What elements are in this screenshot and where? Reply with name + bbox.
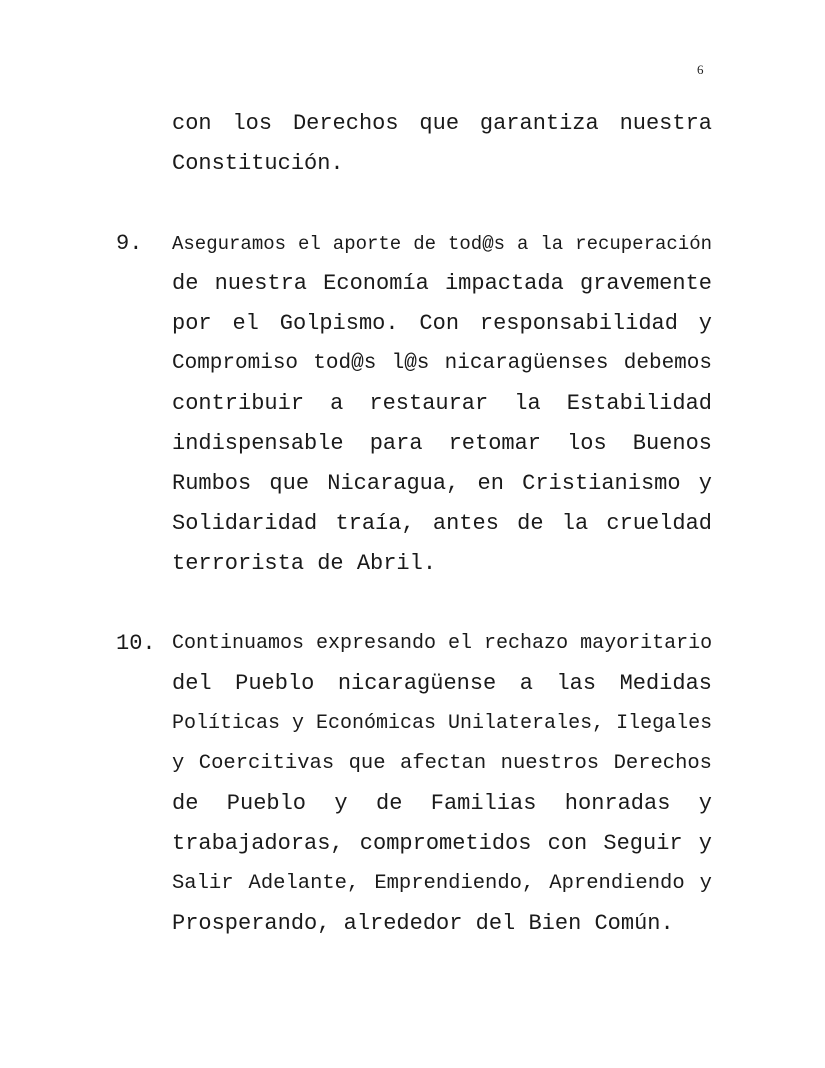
- text-line: terrorista de Abril.: [172, 551, 437, 576]
- item-number: 9.: [116, 231, 143, 256]
- text-line: contribuir a restaurar la Estabilidad: [172, 391, 712, 416]
- text-line: Rumbos que Nicaragua, en Cristianismo y: [172, 471, 712, 496]
- text-line: de nuestra Economía impactada gravemente: [172, 271, 712, 296]
- text-line: y Coercitivas que afectan nuestros Derechos: [172, 752, 712, 775]
- text-line: trabajadoras, comprometidos con Seguir y: [172, 831, 712, 856]
- text-line: con los Derechos que garantiza nuestra: [172, 111, 712, 136]
- text-line: Prosperando, alrededor del Bien Común.: [172, 911, 674, 936]
- text-line: por el Golpismo. Con responsabilidad y: [172, 311, 712, 336]
- text-line: de Pueblo y de Familias honradas y: [172, 791, 712, 816]
- text-line: indispensable para retomar los Buenos: [172, 431, 712, 456]
- text-line: Compromiso tod@s l@s nicaragüenses debemos: [172, 352, 712, 375]
- text-line: Constitución.: [172, 151, 344, 176]
- text-line: Aseguramos el aporte de tod@s a la recuperación: [172, 233, 712, 255]
- page-number: 6: [697, 62, 704, 77]
- text-line: del Pueblo nicaragüense a las Medidas: [172, 671, 712, 696]
- text-line: Continuamos expresando el rechazo mayoritario: [172, 632, 713, 655]
- text-line: Solidaridad traía, antes de la crueldad: [172, 511, 712, 536]
- text-line: Salir Adelante, Emprendiendo, Aprendiendo y: [172, 872, 712, 895]
- item-number: 10.: [116, 631, 156, 656]
- text-line: Políticas y Económicas Unilaterales, Ilegales: [172, 712, 713, 735]
